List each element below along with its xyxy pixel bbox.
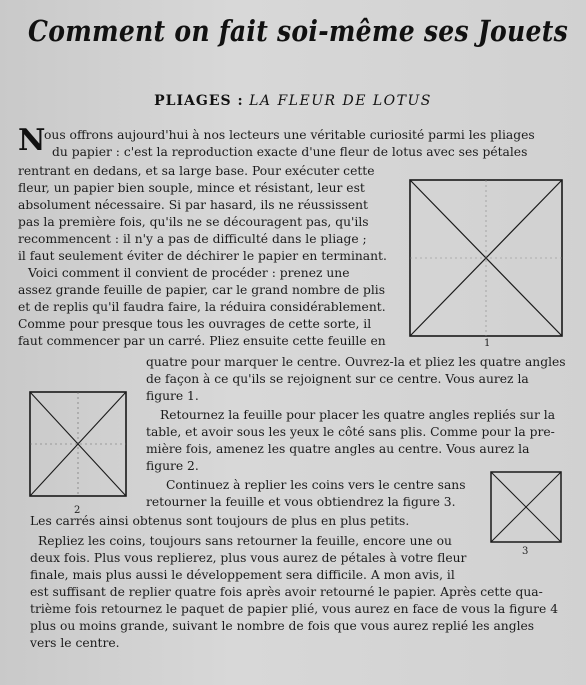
subtitle-topic: LA FLEUR DE LOTUS	[249, 93, 432, 109]
figure-1-label: 1	[484, 338, 491, 349]
text-line: Comme pour presque tous les ouvrages de cette sorte, il	[18, 317, 372, 331]
text-line: table, et avoir sous les yeux le côté sans plis. Comme pour la pre-	[146, 425, 555, 439]
text-line: recommencent : il n'y a pas de difficulté dans le pliage ;	[18, 232, 367, 246]
text-line: fleur, un papier bien souple, mince et résistant, leur est	[18, 181, 365, 195]
text-line: et de replis qu'il faudra faire, la réduira considérablement.	[18, 300, 386, 314]
text-line: vers le centre.	[30, 636, 120, 650]
figure-1-diagram	[408, 178, 564, 338]
text-line: est suffisant de replier quatre fois après avoir retourné le papier. Après cette qua-	[30, 585, 543, 599]
text-line: Repliez les coins, toujours sans retourner la feuille, encore une ou	[38, 534, 452, 548]
text-line: mière fois, amenez les quatre angles au centre. Vous aurez la	[146, 442, 530, 456]
text-line: du papier : c'est la reproduction exacte d'une fleur de lotus avec ses pétales	[52, 145, 528, 159]
text-line: plus ou moins grande, suivant le nombre de fois que vous aurez replié les angles	[30, 619, 535, 633]
subtitle-section: PLIAGES :	[154, 93, 244, 109]
text-line: absolument nécessaire. Si par hasard, ils ne réussissent	[18, 198, 368, 212]
drop-cap: N	[18, 123, 46, 158]
figure-3-diagram	[489, 470, 563, 544]
text-line: figure 1.	[146, 389, 199, 403]
figure-2-diagram	[28, 390, 128, 500]
page-title: Comment on fait soi-même ses Jouets	[28, 14, 568, 48]
text-line: finale, mais plus aussi le développement sera difficile. A mon avis, il	[30, 568, 455, 582]
text-line: rentrant en dedans, et sa large base. Pour exécuter cette	[18, 164, 375, 178]
text-line: figure 2.	[146, 459, 199, 473]
text-line: ous offrons aujourd'hui à nos lecteurs une véritable curiosité parmi les pliages	[44, 128, 535, 142]
text-line: retourner la feuille et vous obtiendrez la figure 3.	[146, 495, 456, 509]
text-line: assez grande feuille de papier, car le grand nombre de plis	[18, 283, 386, 297]
text-line: faut commencer par un carré. Pliez ensuite cette feuille en	[18, 334, 386, 348]
text-line: il faut seulement éviter de déchirer le papier en terminant.	[18, 249, 387, 263]
text-line: de façon à ce qu'ils se rejoignent sur ce centre. Vous aurez la	[146, 372, 529, 386]
text-line: Les carrés ainsi obtenus sont toujours de plus en plus petits.	[30, 514, 410, 528]
figure-3-label: 3	[522, 546, 529, 557]
text-line: trième fois retournez le paquet de papier plié, vous aurez en face de vous la figure 4	[30, 602, 559, 616]
text-line: deux fois. Plus vous replierez, plus vous aurez de pétales à votre fleur	[30, 551, 467, 565]
figure-2-label: 2	[74, 505, 81, 516]
text-line: Voici comment il convient de procéder : prenez une	[28, 266, 350, 280]
text-line: pas la première fois, qu'ils ne se découragent pas, qu'ils	[18, 215, 369, 229]
article-subtitle	[0, 93, 586, 109]
text-line: Retournez la feuille pour placer les quatre angles repliés sur la	[160, 408, 556, 422]
text-line: quatre pour marquer le centre. Ouvrez-la et pliez les quatre angles	[146, 355, 566, 369]
text-line: Continuez à replier les coins vers le centre sans	[166, 478, 466, 492]
